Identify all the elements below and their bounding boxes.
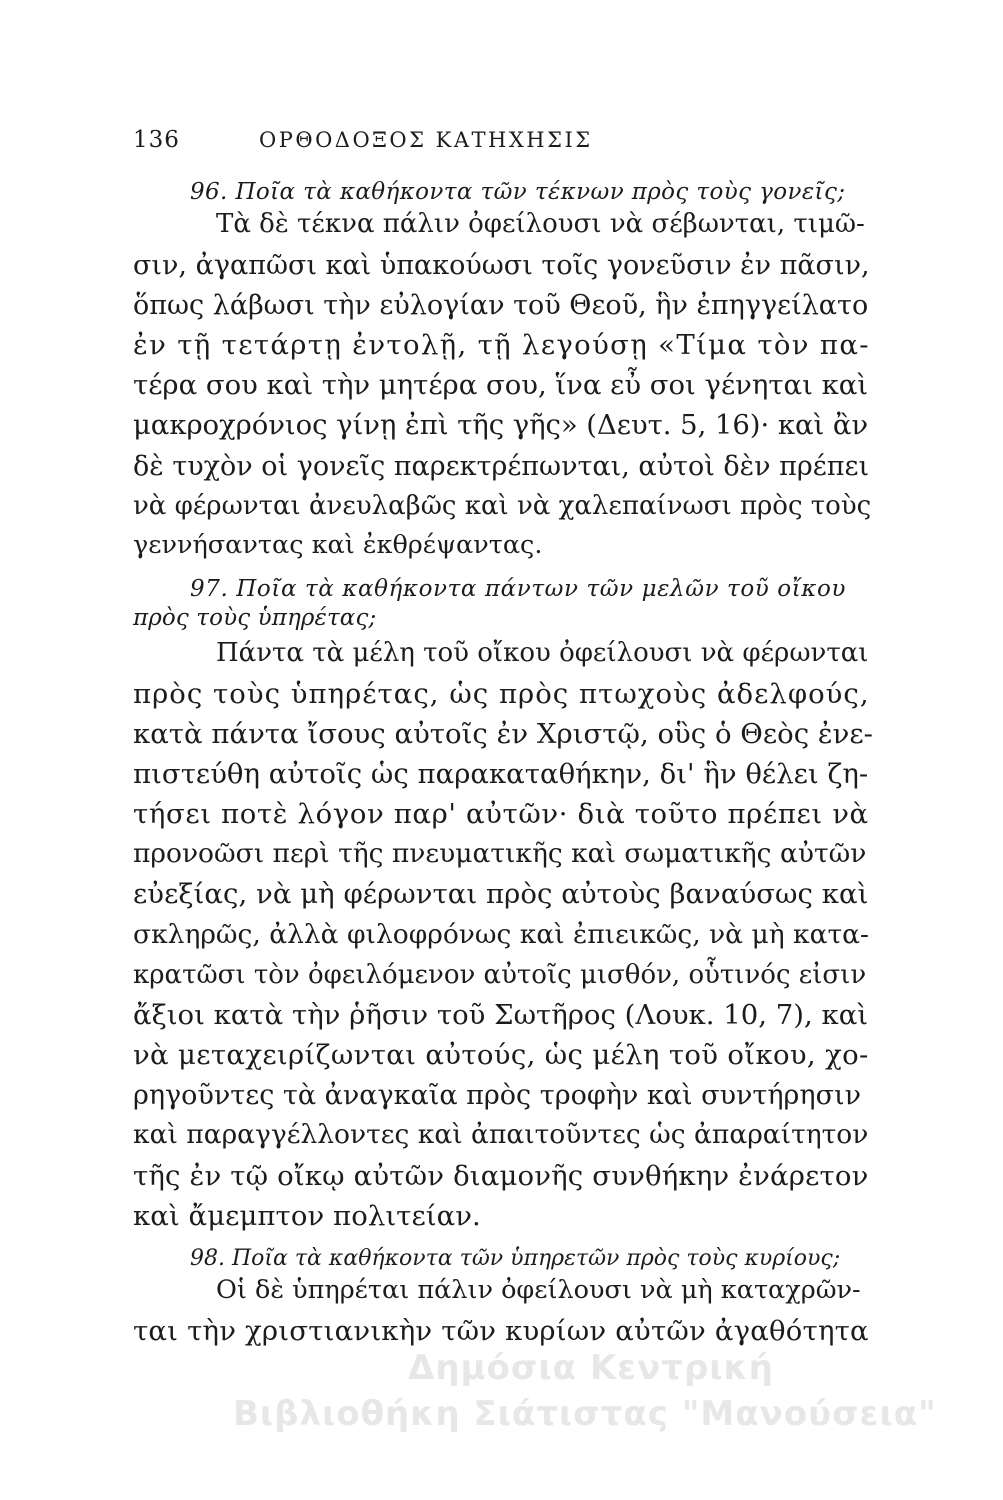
question-97-line-1: 97. Ποῖα τὰ καθήκοντα πάντων τῶν μελῶν τοῦ οἴκου [190, 576, 846, 602]
answer-97-line-13: καὶ παραγγέλλοντες καὶ ἀπαιτοῦντες ὡς ἀπαραίτητον [133, 1119, 869, 1150]
running-title: ΟΡΘΟΔΟΞΟΣ ΚΑΤΗΧΗΣΙΣ [259, 128, 593, 152]
answer-96-line-5: τέρα σου καὶ τὴν μητέρα σου, ἵνα εὖ σοι γένηται καὶ [133, 369, 869, 401]
answer-97-line-14: τῆς ἐν τῷ οἴκῳ αὐτῶν διαμονῆς συνθήκην ἐνάρετον [133, 1160, 869, 1192]
answer-97-line-11: νὰ μεταχειρίζωνται αὐτούς, ὡς μέλη τοῦ οἴκου, χο- [133, 1039, 869, 1071]
answer-96-line-3: ὅπως λάβωσι τὴν εὐλογίαν τοῦ Θεοῦ, ἣν ἐπηγγείλατο [133, 290, 869, 321]
answer-97-line-4: πιστεύθη αὐτοῖς ὡς παρακαταθήκην, δι' ἣν θέλει ζη- [133, 758, 869, 790]
answer-97-line-12: ρηγοῦντες τὰ ἀναγκαῖα πρὸς τροφὴν καὶ συντήρησιν [133, 1080, 862, 1111]
answer-97-line-6: προνοῶσι περὶ τῆς πνευματικῆς καὶ σωματικῆς αὐτῶν [133, 838, 867, 869]
answer-96-line-4: ἐν τῇ τετάρτῃ ἐντολῇ, τῇ λεγούσῃ «Τίμα τὸν πα- [133, 329, 870, 361]
answer-96-line-7: δὲ τυχὸν οἱ γονεῖς παρεκτρέπωνται, αὐτοὶ δὲν πρέπει [133, 451, 870, 482]
library-watermark-line-2: Βιβλιοθήκη Σιάτιστας "Μανούσεια" [233, 1394, 937, 1434]
answer-98-line-2: ται τὴν χριστιανικὴν τῶν κυρίων αὐτῶν ἀγαθότητα [133, 1315, 869, 1347]
answer-97-line-5: τήσει ποτὲ λόγον παρ' αὐτῶν· διὰ τοῦτο πρέπει νὰ [133, 798, 869, 830]
question-97-line-2: πρὸς τοὺς ὑπηρέτας; [133, 605, 377, 631]
answer-97-line-10: ἄξιοι κατὰ τὴν ῥῆσιν τοῦ Σωτῆρος (Λουκ. 10, 7), καὶ [133, 999, 869, 1031]
answer-96-line-9: γεννήσαντας καὶ ἐκθρέψαντας. [133, 530, 543, 560]
answer-96-line-6: μακροχρόνιος γίνῃ ἐπὶ τῆς γῆς» (Δευτ. 5, 16)· καὶ ἂν [133, 409, 869, 441]
answer-97-line-3: κατὰ πάντα ἴσους αὐτοῖς ἐν Χριστῷ, οὓς ὁ Θεὸς ἐνε- [133, 718, 873, 750]
question-98-line: 98. Ποῖα τὰ καθήκοντα τῶν ὑπηρετῶν πρὸς τοὺς κυρίους; [190, 1246, 841, 1271]
answer-97-line-1: Πάντα τὰ μέλη τοῦ οἴκου ὀφείλουσι νὰ φέρωνται [216, 638, 869, 668]
page-header [133, 127, 873, 157]
answer-97-line-7: εὐεξίας, νὰ μὴ φέρωνται πρὸς αὐτοὺς βαναύσως καὶ [133, 878, 869, 910]
answer-97-line-8: σκληρῶς, ἀλλὰ φιλοφρόνως καὶ ἐπιεικῶς, νὰ μὴ κατα- [133, 919, 869, 950]
answer-96-line-8: νὰ φέρωνται ἀνευλαβῶς καὶ νὰ χαλεπαίνωσι πρὸς τοὺς [133, 491, 872, 521]
answer-96-line-2: σιν, ἀγαπῶσι καὶ ὑπακούωσι τοῖς γονεῦσιν ἐν πᾶσιν, [133, 250, 870, 281]
answer-97-line-15: καὶ ἄμεμπτον πολιτείαν. [133, 1200, 481, 1232]
library-watermark-line-1: Δημόσια Κεντρική [408, 1348, 774, 1388]
question-96-line: 96. Ποῖα τὰ καθήκοντα τῶν τέκνων πρὸς τοὺς γονεῖς; [190, 179, 846, 205]
answer-97-line-9: κρατῶσι τὸν ὀφειλόμενον αὐτοῖς μισθόν, οὗτινός εἰσιν [133, 960, 867, 990]
answer-97-line-2: πρὸς τοὺς ὑπηρέτας, ὡς πρὸς πτωχοὺς ἀδελφούς, [133, 678, 870, 710]
answer-98-line-1: Οἱ δὲ ὑπηρέται πάλιν ὀφείλουσι νὰ μὴ καταχρῶν- [216, 1275, 861, 1305]
answer-96-line-1: Τὰ δὲ τέκνα πάλιν ὀφείλουσι νὰ σέβωνται, τιμῶ- [216, 209, 865, 239]
page-number: 136 [133, 127, 180, 153]
